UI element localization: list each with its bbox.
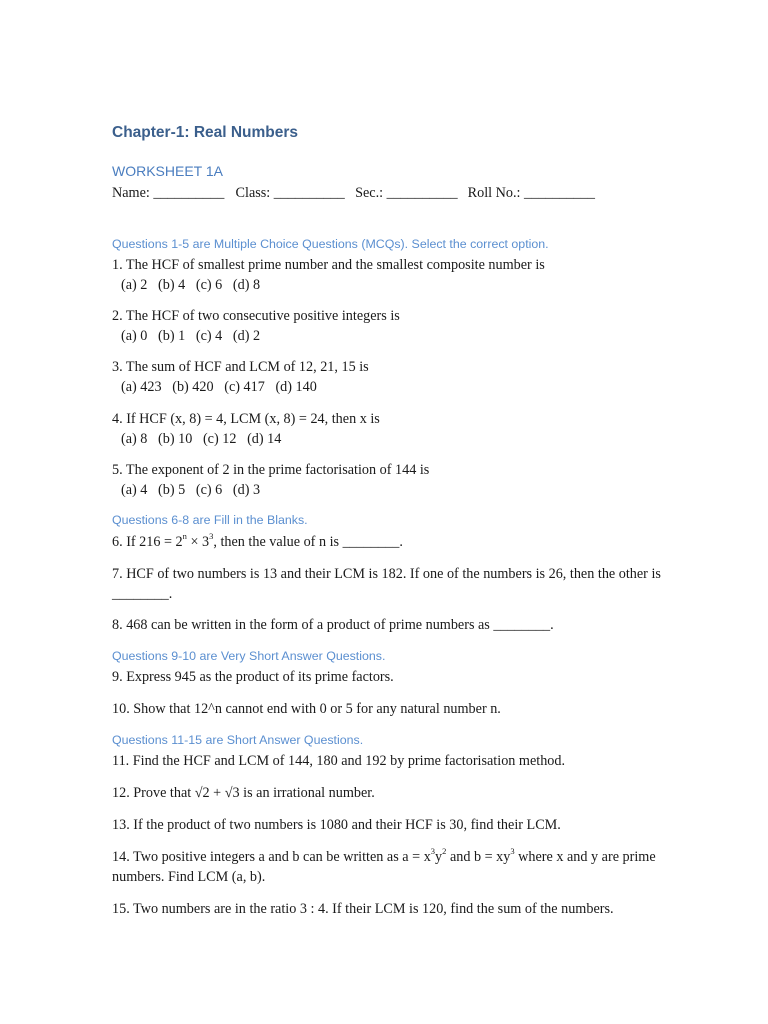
question-options: (a) 8 (b) 10 (c) 12 (d) 14 xyxy=(121,430,282,447)
sec-field: Sec.: __________ xyxy=(355,185,458,201)
question-text: 3. The sum of HCF and LCM of 12, 21, 15 is xyxy=(112,359,369,375)
question-text: 4. If HCF (x, 8) = 4, LCM (x, 8) = 24, then x is xyxy=(112,411,380,427)
class-field: Class: __________ xyxy=(235,185,345,201)
section-heading-mcq: Questions 1-5 are Multiple Choice Questions (MCQs). Select the correct option. xyxy=(112,237,549,251)
question-1 xyxy=(112,256,672,295)
question-12: 12. Prove that √2 + √3 is an irrational number. xyxy=(112,785,375,801)
question-text: 5. The exponent of 2 in the prime factorisation of 144 is xyxy=(112,462,430,478)
question-options: (a) 2 (b) 4 (c) 6 (d) 8 xyxy=(121,276,261,293)
question-7: 7. HCF of two numbers is 13 and their LCM is 182. If one of the numbers is 26, then the other is ________. xyxy=(112,566,661,602)
question-options: (a) 423 (b) 420 (c) 417 (d) 140 xyxy=(121,378,317,395)
question-11: 11. Find the HCF and LCM of 144, 180 and 192 by prime factorisation method. xyxy=(112,753,566,769)
question-options: (a) 0 (b) 1 (c) 4 (d) 2 xyxy=(121,327,261,344)
question-text: 2. The HCF of two consecutive positive integers is xyxy=(112,308,400,324)
section-heading-fill: Questions 6-8 are Fill in the Blanks. xyxy=(112,513,308,527)
question-8: 8. 468 can be written in the form of a product of prime numbers as ________. xyxy=(112,617,554,633)
section-heading-sa: Questions 11-15 are Short Answer Questions. xyxy=(112,733,364,747)
question-14: 14. Two positive integers a and b can be written as $a = x^3y^2$ and $b = xy^3$ where x and y are prime numbers. Find LCM (a, b). xyxy=(112,846,656,885)
question-2 xyxy=(112,307,672,346)
question-options: (a) 4 (b) 5 (c) 6 (d) 3 xyxy=(121,481,261,498)
question-9: 9. Express 945 as the product of its prime factors. xyxy=(112,669,394,685)
question-10: 10. Show that 12^n cannot end with 0 or 5 for any natural number n. xyxy=(112,701,501,717)
question-4 xyxy=(112,410,672,449)
worksheet-title: WORKSHEET 1A xyxy=(112,163,223,179)
student-fields xyxy=(112,185,595,202)
section-heading-vsa: Questions 9-10 are Very Short Answer Questions. xyxy=(112,649,386,663)
question-13: 13. If the product of two numbers is 1080 and their HCF is 30, find their LCM. xyxy=(112,817,561,833)
question-15: 15. Two numbers are in the ratio 3 : 4. If their LCM is 120, find the sum of the numbers. xyxy=(112,901,614,917)
question-text: 1. The HCF of smallest prime number and the smallest composite number is xyxy=(112,257,545,273)
question-3 xyxy=(112,358,672,397)
chapter-title: Chapter-1: Real Numbers xyxy=(112,124,299,141)
question-5 xyxy=(112,461,672,500)
name-field: Name: __________ xyxy=(112,185,225,201)
roll-field: Roll No.: __________ xyxy=(467,185,595,201)
question-6: 6. If $216 = 2^n \times 3^3$, then the value of n is ________. xyxy=(112,531,403,550)
